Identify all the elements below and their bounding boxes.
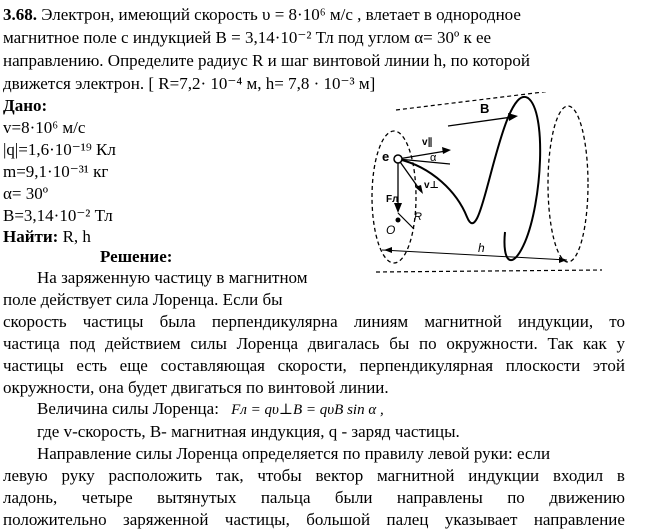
problem-line-3: направлению. Определите радиус R и шаг винтовой линии h, по которой (3, 51, 530, 70)
solution-p1-line-2: поле действует сила Лоренца. Если бы (3, 290, 283, 309)
given-mass: m=9,1·10⁻³¹ кг (3, 162, 109, 181)
problem-number: 3.68. (3, 5, 37, 24)
lorentz-label: Величина силы Лоренца: (37, 399, 219, 418)
electron-dot (394, 155, 402, 163)
given-velocity: v=8·10⁶ м/с (3, 118, 86, 137)
problem-line-2: магнитное поле с индукцией B = 3,14·10⁻² Тл под углом α= 30º к ее (3, 28, 492, 47)
label-h: h (478, 241, 485, 255)
solution-p1-line-5: частицы есть еще составляющая скорости, перпендикулярная плоскости этой (3, 356, 625, 375)
label-v-perp: v⊥ (424, 180, 439, 191)
solution-p1-line-3: скорость частицы была перпендикулярна линиям магнитной индукции, то (3, 312, 625, 331)
problem-line-4: движется электрон. [ R=7,2· 10⁻⁴ м, h= 7,8 · 10⁻³ м] (3, 74, 376, 93)
given-angle: α= 30º (3, 184, 49, 203)
find-value: R, h (62, 227, 91, 246)
find-label: Найти: (3, 227, 59, 246)
solution-p1-line-4: частица под действием силы Лоренца двигалась бы по окружности. Так как у (3, 334, 625, 353)
helix-path (398, 97, 540, 260)
solution-p1-line-6: окружности, она будет двигаться по винтовой линии. (3, 378, 389, 397)
problem-line-1 (3, 4, 521, 25)
solution-p2-line-4: положительно заряженной частицы, большой палец указывает направление (3, 510, 625, 529)
label-F: Fл (386, 194, 399, 205)
given-charge: |q|=1,6·10⁻¹⁹ Кл (3, 140, 116, 159)
where-line: где v-скорость, B- магнитная индукция, q - заряд частицы. (37, 422, 460, 441)
solution-heading: Решение: (100, 247, 173, 266)
solution-p2-line-3: ладонь, четыре вытянутых пальца были направлены по движению (3, 488, 625, 507)
label-e: e (382, 149, 390, 164)
right-circle (548, 106, 588, 262)
solution-p1-line-1: На заряженную частицу в магнитном (37, 268, 308, 287)
label-B: B (480, 101, 490, 116)
lorentz-line (37, 398, 384, 421)
label-alpha: α (430, 152, 437, 164)
lorentz-formula: Fл = qυ⊥B = qυB sin α , (231, 402, 384, 418)
solution-p2-line-1: Направление силы Лоренца определяется по правилу левой руки: если (37, 444, 551, 463)
given-heading: Дано: (3, 96, 48, 115)
solution-p2-line-2: левую руку расположить так, чтобы вектор магнитной индукции входил в (3, 466, 625, 485)
helix-diagram (362, 92, 627, 288)
label-R: R (414, 211, 422, 223)
label-v-par: v∥ (422, 137, 433, 148)
given-induction: B=3,14·10⁻² Тл (3, 206, 113, 225)
label-O: O (386, 223, 396, 237)
find-line (3, 226, 91, 247)
problem-text-1: Электрон, имеющий скорость υ = 8·10⁶ м/с , влетает в однородное (41, 5, 521, 24)
